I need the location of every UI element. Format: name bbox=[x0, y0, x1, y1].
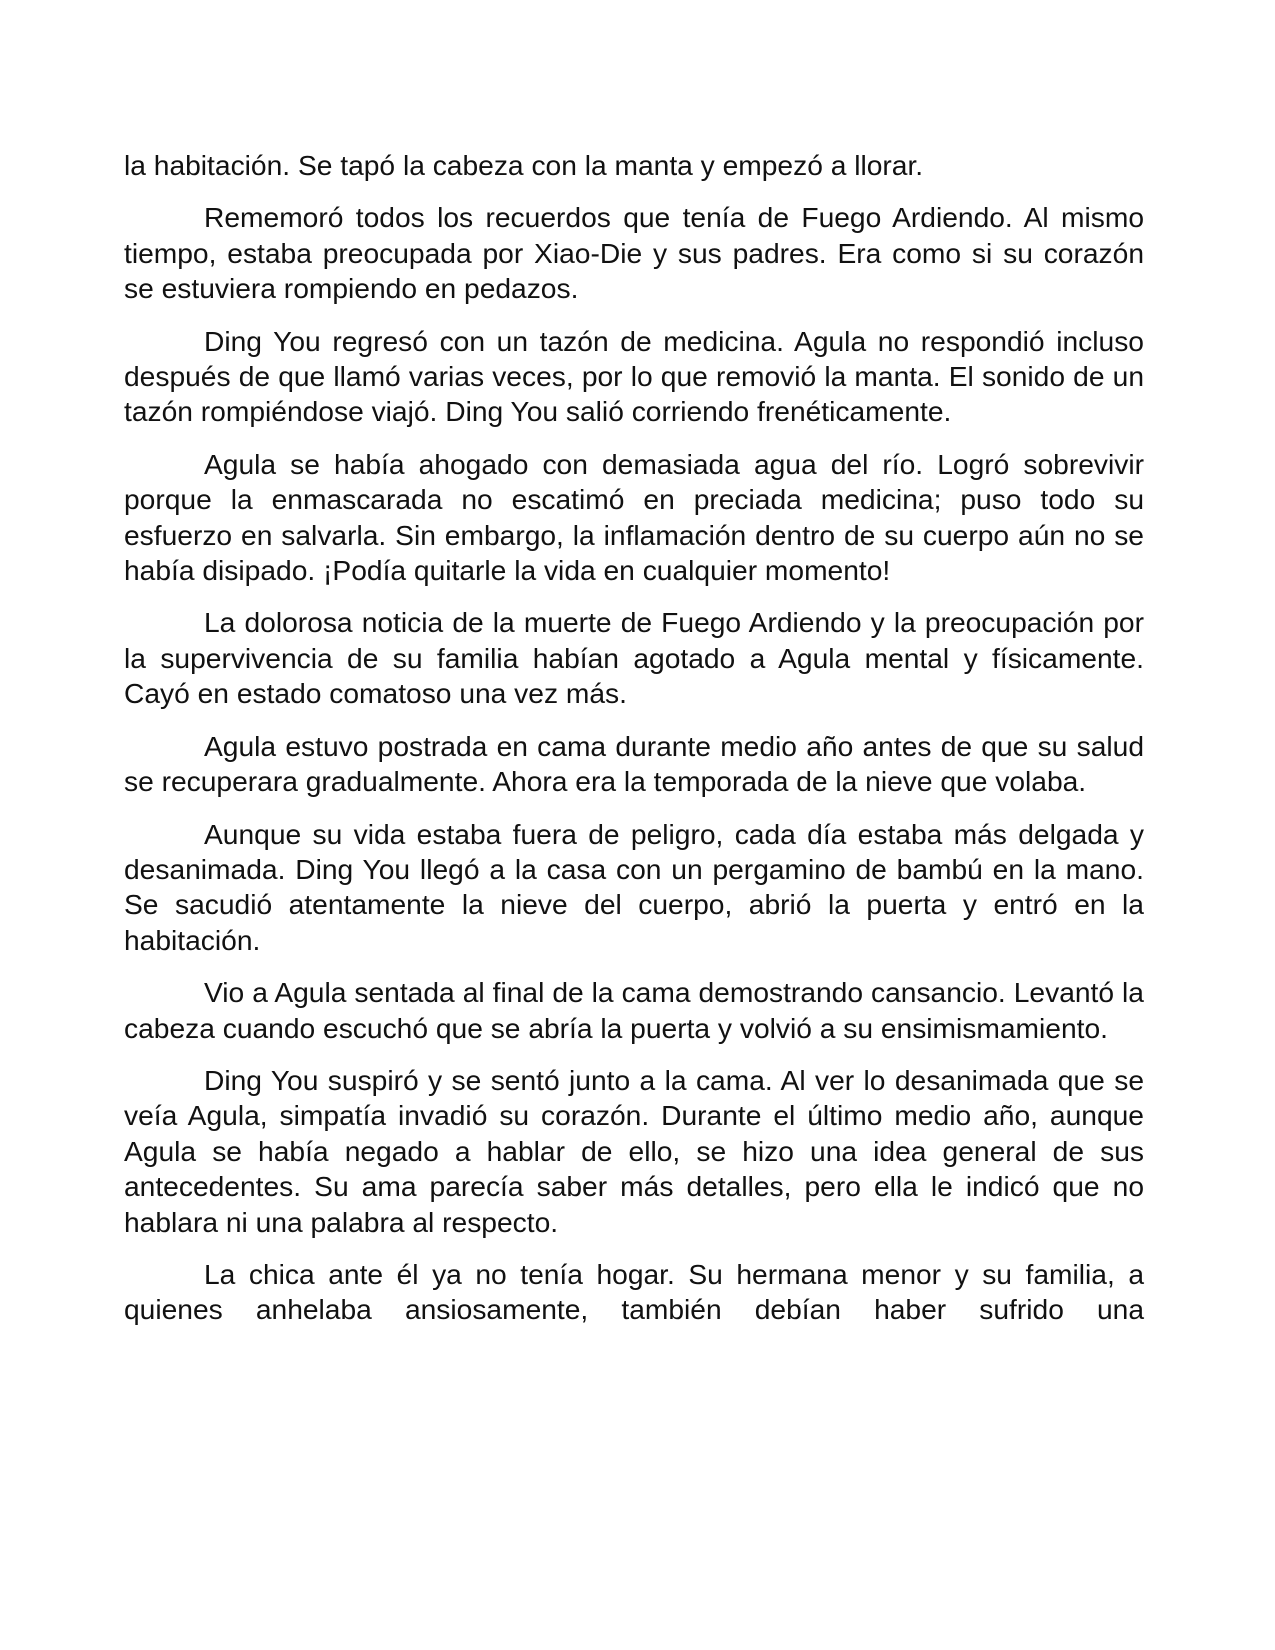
paragraph-10: La chica ante él ya no tenía hogar. Su hermana menor y su familia, a quienes anhelaba ansiosamente, también debían haber sufrido una bbox=[124, 1257, 1144, 1326]
paragraph-1: la habitación. Se tapó la cabeza con la manta y empezó a llorar. bbox=[124, 149, 924, 181]
paragraph-5: La dolorosa noticia de la muerte de Fuego Ardiendo y la preocupación por la supervivencia de su familia habían agotado a Agula mental y físicamente. Cayó en estado comatoso una vez más. bbox=[124, 606, 1144, 710]
paragraph-9: Ding You suspiró y se sentó junto a la cama. Al ver lo desanimada que se veía Agula, simpatía invadió su corazón. Durante el último medio año, aunque Agula se había negado a hablar de ello, se hizo una idea general de sus antecedentes. Su ama parecía saber más detalles, pero ella le indicó que no hablara ni una palabra al respecto. bbox=[124, 1063, 1144, 1238]
paragraph-8: Vio a Agula sentada al final de la cama demostrando cansancio. Levantó la cabeza cuando escuchó que se abría la puerta y volvió a su ensimismamiento. bbox=[124, 976, 1144, 1044]
body-text bbox=[124, 148, 1144, 1345]
paragraph-3: Ding You regresó con un tazón de medicina. Agula no respondió incluso después de que llamó varias veces, por lo que removió la manta. El sonido de un tazón rompiéndose viajó. Ding You salió corriendo frenéticamente. bbox=[124, 324, 1144, 428]
paragraph-7: Aunque su vida estaba fuera de peligro, cada día estaba más delgada y desanimada. Ding You llegó a la casa con un pergamino de bambú en la mano. Se sacudió atentamente la nieve del cuerpo, abrió la puerta y entró en la habitación. bbox=[124, 817, 1144, 956]
paragraph-4: Agula se había ahogado con demasiada agua del río. Logró sobrevivir porque la enmascarada no escatimó en preciada medicina; puso todo su esfuerzo en salvarla. Sin embargo, la inflamación dentro de su cuerpo aún no se había disipado. ¡Podía quitarle la vida en cualquier momento! bbox=[124, 447, 1144, 587]
paragraph-2: Rememoró todos los recuerdos que tenía de Fuego Ardiendo. Al mismo tiempo, estaba preocupada por Xiao-Die y sus padres. Era como si su corazón se estuviera rompiendo en pedazos. bbox=[124, 201, 1144, 305]
paragraph-6: Agula estuvo postrada en cama durante medio año antes de que su salud se recuperara gradualmente. Ahora era la temporada de la nieve que volaba. bbox=[124, 729, 1144, 798]
